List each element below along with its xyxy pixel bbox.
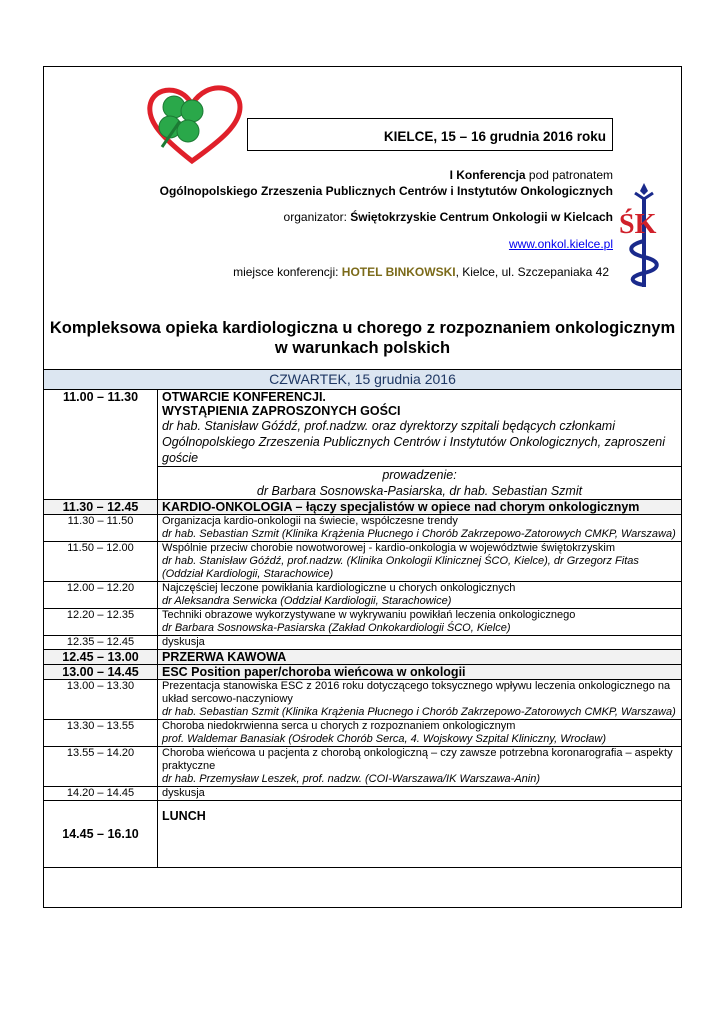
time-cell: 13.30 – 13.55 [44, 720, 158, 747]
talk-cell [158, 542, 682, 582]
talk-row [44, 542, 681, 582]
venue-address: , Kielce, ul. Szczepaniaka 42 [455, 265, 609, 279]
talk-topic: Wspólnie przeciw chorobie nowotworowej - kardio-onkologia w województwie świętokrzyskim [162, 542, 616, 554]
talk-topic: Najczęściej leczone powikłania kardiologiczne u chorych onkologicznych [162, 582, 516, 594]
talk-row [44, 609, 681, 636]
lunch-title: LUNCH [158, 801, 682, 868]
website-link[interactable]: www.onkol.kielce.pl [508, 237, 613, 251]
lunch-row [44, 801, 681, 868]
program-title [44, 318, 681, 358]
talk-cell [158, 609, 682, 636]
time-cell: 12.45 – 13.00 [44, 650, 158, 665]
opening-guests: dr hab. Stanisław Góźdź, prof.nadzw. oraz dyrektorzy szpitali będących członkami Ogólnopolskiego Zrzeszenia Publicznych Centrów i Instytutów Onkologicznych, zaproszeni goście [162, 419, 666, 465]
organizer-label: organizator: [283, 210, 351, 224]
talk-row [44, 720, 681, 747]
patron-line: Ogólnopolskiego Zrzeszenia Publicznych Centrów i Instytutów Onkologicznych [159, 184, 613, 198]
time-cell: 11.30 – 12.45 [44, 500, 158, 515]
talk-row [44, 680, 681, 720]
time-cell: 13.00 – 14.45 [44, 665, 158, 680]
date-box: KIELCE, 15 – 16 grudnia 2016 roku [247, 118, 613, 151]
talk-topic: Choroba wieńcowa u pacjenta z chorobą onkologiczną – czy zawsze potrzebna koronarografia – aspekty praktyczne [162, 747, 673, 772]
session-title: ESC Position paper/choroba wieńcowa w onkologii [158, 665, 682, 680]
time-cell: 13.00 – 13.30 [44, 680, 158, 720]
talk-cell [158, 720, 682, 747]
session-row [44, 665, 681, 680]
day-header: CZWARTEK, 15 grudnia 2016 [44, 370, 681, 390]
time-cell: 12.00 – 12.20 [44, 582, 158, 609]
opening-title-1: OTWARCIE KONFERENCJI. [162, 390, 326, 404]
moderation-label: prowadzenie: [382, 468, 457, 482]
talk-speaker: dr hab. Sebastian Szmit (Klinika Krążenia Płucnego i Chorób Zakrzepowo-Zatorowych CMKP, Warszawa) [162, 706, 676, 718]
talk-topic: Prezentacja stanowiska ESC z 2016 roku dotyczącego toksycznego wpływu leczenia onkologicznego na układ sercowo-naczyniowy [162, 680, 671, 705]
venue-hotel: HOTEL BINKOWSKI [341, 265, 456, 279]
conference-rest: pod patronatem [525, 168, 613, 182]
session-row [44, 500, 681, 515]
talk-cell [158, 747, 682, 787]
discussion-cell: dyskusja [158, 787, 682, 801]
conference-line [450, 168, 613, 182]
event-cell [158, 467, 682, 500]
moderators: dr Barbara Sosnowska-Pasiarska, dr hab. Sebastian Szmit [256, 484, 583, 498]
session-title: KARDIO-ONKOLOGIA – łączy specjalistów w opiece nad chorym onkologicznym [158, 500, 682, 515]
talk-speaker: dr hab. Przemysław Leszek, prof. nadzw. (COI-Warszawa/IK Warszawa-Anin) [162, 773, 540, 785]
talk-speaker: dr Barbara Sosnowska-Pasiarska (Zakład Onkokardiologii ŚCO, Kielce) [162, 622, 511, 634]
time-cell: 12.35 – 12.45 [44, 636, 158, 650]
time-cell: 14.45 – 16.10 [44, 801, 158, 868]
talk-cell [158, 515, 682, 542]
clover-heart-logo [140, 81, 245, 166]
talk-topic: Organizacja kardio-onkologii na świecie, współczesne trendy [162, 515, 458, 527]
talk-speaker: dr Aleksandra Serwicka (Oddział Kardiologii, Starachowice) [162, 595, 452, 607]
talk-topic: Techniki obrazowe wykorzystywane w wykrywaniu powikłań leczenia onkologicznego [162, 609, 576, 621]
discussion-cell: dyskusja [158, 636, 682, 650]
time-cell: 14.20 – 14.45 [44, 787, 158, 801]
time-cell: 11.30 – 11.50 [44, 515, 158, 542]
talk-row [44, 636, 681, 650]
talk-cell [158, 582, 682, 609]
talk-row [44, 515, 681, 542]
talk-speaker: dr hab. Sebastian Szmit (Klinika Krążenia Płucnego i Chorób Zakrzepowo-Zatorowych CMKP, Warszawa) [162, 528, 676, 540]
program-frame [43, 66, 682, 908]
title-line-1: Kompleksowa opieka kardiologiczna u chorego z rozpoznaniem onkologicznym [49, 319, 676, 337]
organizer-line [284, 210, 613, 224]
talk-topic: Choroba niedokrwienna serca u chorych z rozpoznaniem onkologicznym [162, 720, 516, 732]
event-cell [158, 390, 682, 467]
time-cell: 12.20 – 12.35 [44, 609, 158, 636]
talk-speaker: prof. Waldemar Banasiak (Ośrodek Chorób Serca, 4. Wojskowy Szpital Kliniczny, Wrocław) [162, 733, 607, 745]
sck-emblem-icon [617, 181, 671, 293]
venue-line [233, 265, 609, 279]
time-cell: 13.55 – 14.20 [44, 747, 158, 787]
break-row [44, 650, 681, 665]
talk-row [44, 787, 681, 801]
opening-title-2: WYSTĄPIENIA ZAPROSZONYCH GOŚCI [162, 404, 401, 418]
conference-label: I Konferencja [449, 168, 526, 182]
break-title: PRZERWA KAWOWA [158, 650, 682, 665]
organizer-name: Świętokrzyskie Centrum Onkologii w Kielcach [350, 210, 613, 224]
emblem-letters: ŚK [619, 209, 657, 240]
talk-speaker: dr hab. Stanisław Góźdź, prof.nadzw. (Klinika Onkologii Klinicznej ŚCO, Kielce), dr Grzegorz Fitas (Oddział Kardiologii, Starachowice) [162, 555, 639, 580]
title-line-2: w warunkach polskich [274, 339, 451, 357]
time-cell: 11.50 – 12.00 [44, 542, 158, 582]
opening-row [44, 390, 681, 467]
header-section [44, 67, 681, 370]
talk-row [44, 747, 681, 787]
venue-label: miejsce konferencji: [233, 265, 342, 279]
talk-cell [158, 680, 682, 720]
schedule-table [44, 390, 681, 868]
talk-row [44, 582, 681, 609]
time-cell: 11.00 – 11.30 [44, 390, 158, 500]
